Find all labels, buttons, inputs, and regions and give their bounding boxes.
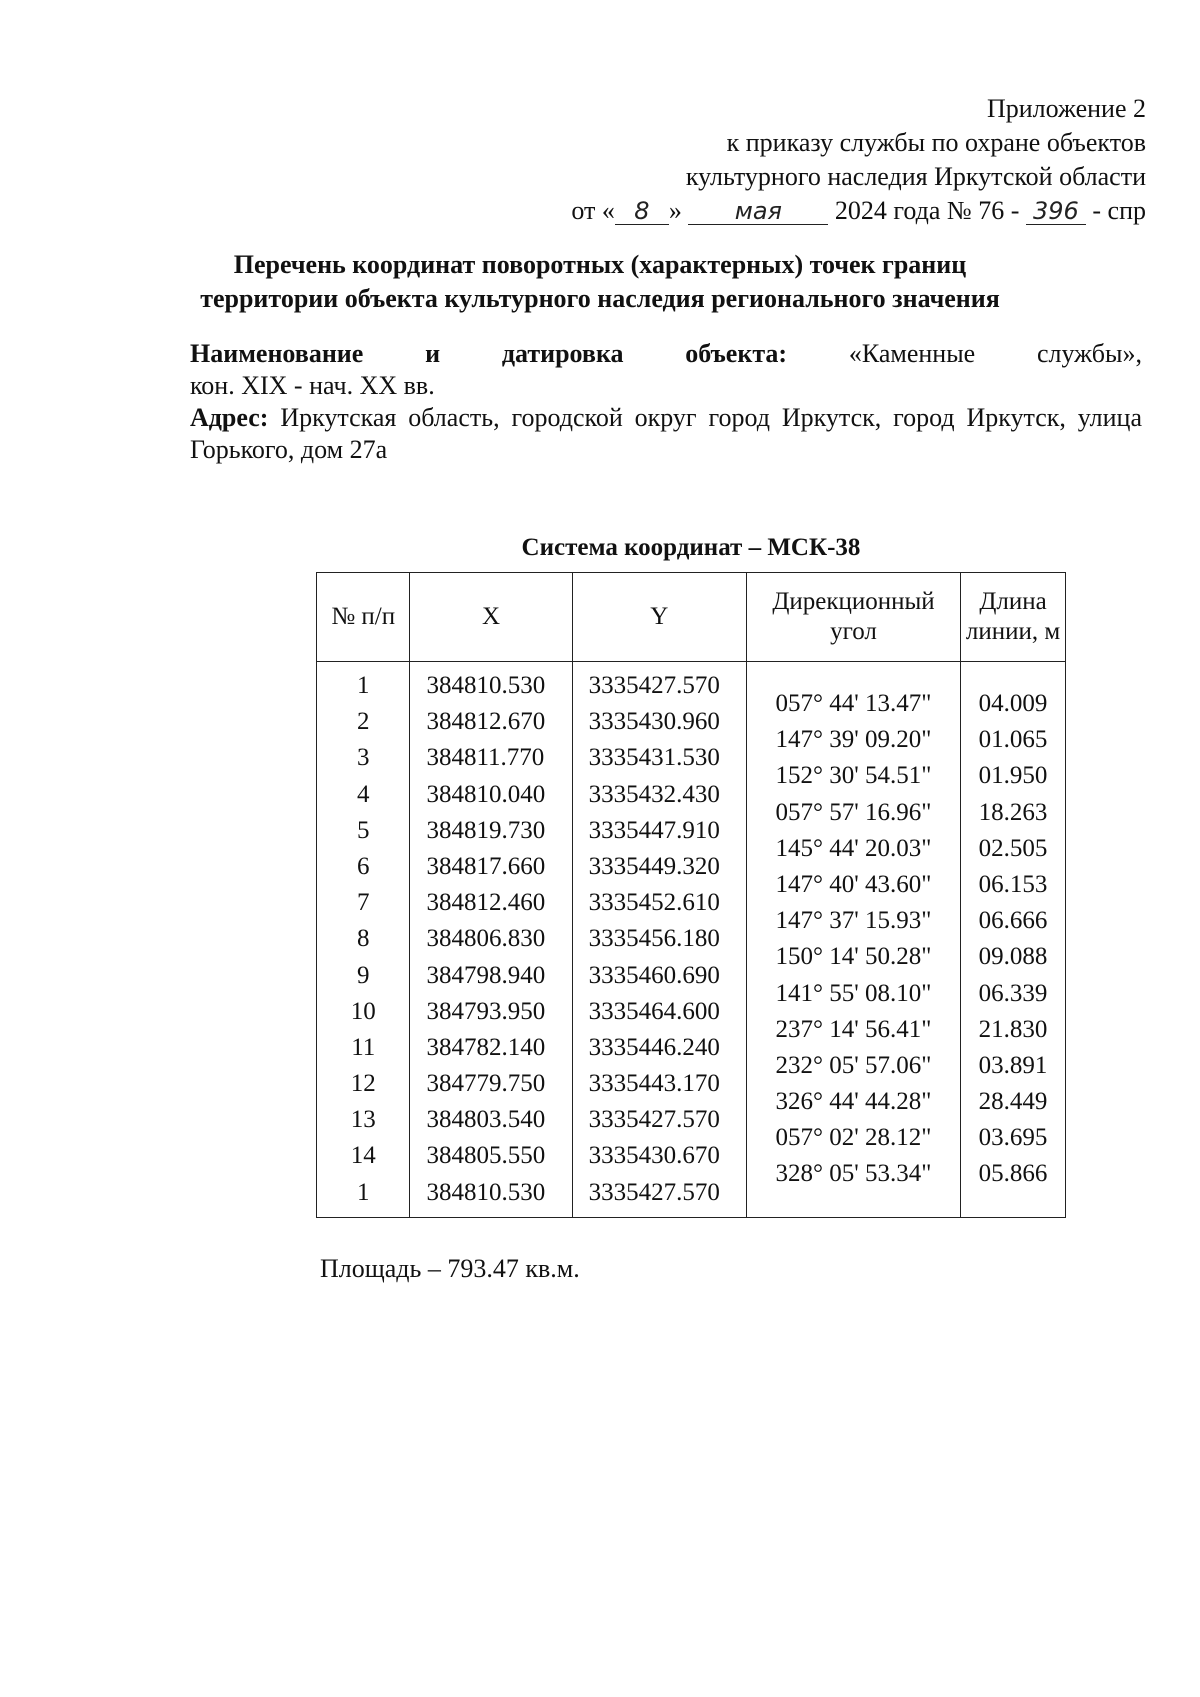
x-coordinate: 384779.750	[426, 1070, 546, 1098]
header-line-length: Длина линии, м	[961, 573, 1066, 662]
header-direction-angle: Дирекционный угол	[746, 573, 960, 662]
line-length: 01.950	[978, 762, 1048, 790]
handwritten-day: 8	[615, 198, 669, 225]
header-x: X	[410, 573, 572, 662]
address-value: Иркутская область, городской округ город Иркутск, город Иркутск, улица Горького, дом 27а	[190, 403, 1142, 464]
address-block	[190, 402, 1142, 466]
y-coordinate: 3335456.180	[588, 925, 720, 953]
table-header-row	[317, 573, 1066, 662]
y-cell	[572, 662, 746, 1218]
line-length: 09.088	[978, 943, 1048, 971]
y-coordinate: 3335460.690	[588, 961, 720, 989]
point-number: 6	[356, 852, 370, 880]
order-reference: к приказу службы по охране объектов	[726, 128, 1146, 157]
appendix-title: Приложение 2	[986, 94, 1146, 123]
point-number-list	[317, 662, 409, 1217]
x-coordinate: 384810.530	[426, 672, 546, 699]
y-coordinate: 3335449.320	[588, 852, 720, 880]
line-length: 28.449	[978, 1088, 1048, 1116]
object-name-line	[190, 338, 1142, 370]
point-number: 4	[356, 780, 370, 808]
y-coordinate: 3335430.960	[588, 708, 720, 736]
angle-cell	[746, 662, 960, 1218]
direction-angle: 147° 37' 15.93"	[775, 907, 932, 935]
name-label-word-1: Наименование	[190, 339, 364, 368]
direction-angle: 328° 05' 53.34"	[775, 1160, 932, 1188]
direction-angle: 152° 30' 54.51"	[775, 762, 932, 790]
line-length: 06.339	[978, 979, 1048, 1007]
point-number: 12	[350, 1070, 376, 1098]
line-length-list	[961, 662, 1065, 1199]
date-prefix: от «	[571, 196, 615, 225]
coordinates-table	[316, 572, 1066, 1218]
x-coordinate: 384812.460	[426, 889, 546, 917]
title-line-1: Перечень координат поворотных (характерных) точек границ	[233, 250, 967, 279]
handwritten-number: 396	[1026, 198, 1086, 225]
x-cell	[410, 662, 572, 1218]
y-coordinate: 3335464.600	[588, 997, 720, 1025]
x-coordinate: 384803.540	[426, 1106, 546, 1134]
direction-angle: 150° 14' 50.28"	[775, 943, 932, 971]
direction-angle: 326° 44' 44.28"	[775, 1088, 932, 1116]
direction-angle: 141° 55' 08.10"	[775, 979, 932, 1007]
point-number: 7	[356, 889, 370, 917]
object-dating: кон. XIX - нач. XX вв.	[190, 371, 435, 400]
y-coordinate: 3335432.430	[588, 780, 720, 808]
header-y: Y	[572, 573, 746, 662]
y-coordinate: 3335427.570	[588, 672, 720, 699]
x-coordinate: 384806.830	[426, 925, 546, 953]
direction-angle: 237° 14' 56.41"	[775, 1015, 932, 1043]
point-number: 1	[356, 672, 370, 699]
point-number: 14	[350, 1142, 376, 1170]
handwritten-month: мая	[688, 198, 828, 225]
object-details	[190, 338, 1142, 466]
address-label: Адрес:	[190, 403, 269, 432]
line-length: 06.666	[978, 907, 1048, 935]
x-coordinate: 384782.140	[426, 1033, 546, 1061]
y-coordinate: 3335443.170	[588, 1070, 720, 1098]
number-suffix: - спр	[1092, 196, 1146, 225]
date-mid: »	[668, 196, 682, 225]
line-length: 18.263	[978, 798, 1048, 826]
y-coordinate: 3335431.530	[588, 744, 720, 772]
order-date-line	[571, 194, 1146, 228]
name-label-word-2: и	[425, 339, 441, 368]
length-cell	[961, 662, 1066, 1218]
document-title	[120, 248, 1080, 316]
line-length: 21.830	[978, 1015, 1048, 1043]
title-line-2: территории объекта культурного наследия регионального значения	[200, 284, 1000, 313]
line-length: 04.009	[978, 690, 1048, 717]
table-body-row	[317, 662, 1066, 1218]
x-coordinate: 384811.770	[426, 744, 545, 772]
name-value-word-2: службы»,	[1036, 339, 1142, 368]
y-coordinate: 3335430.670	[588, 1142, 720, 1170]
direction-angle: 147° 39' 09.20"	[775, 726, 932, 754]
line-length: 01.065	[978, 726, 1048, 754]
line-length: 03.891	[978, 1051, 1048, 1079]
direction-angle: 057° 57' 16.96"	[775, 798, 932, 826]
y-coordinate: 3335446.240	[588, 1033, 720, 1061]
name-value-word-1: «Каменные	[848, 339, 976, 368]
point-number: 9	[356, 961, 370, 989]
direction-angle-list	[747, 662, 960, 1199]
x-coordinate: 384810.040	[426, 780, 546, 808]
x-coordinate-list	[410, 662, 571, 1217]
x-coordinate: 384798.940	[426, 961, 546, 989]
x-coordinate: 384793.950	[426, 997, 546, 1025]
name-label-word-4: объекта:	[685, 339, 788, 368]
line-length: 03.695	[978, 1124, 1048, 1152]
direction-angle: 057° 02' 28.12"	[775, 1124, 932, 1152]
x-coordinate: 384817.660	[426, 852, 546, 880]
point-number: 1	[356, 1178, 370, 1206]
line-length: 02.505	[978, 834, 1048, 862]
header-number: № п/п	[317, 573, 410, 662]
y-coordinate-list	[573, 662, 746, 1217]
point-number: 5	[356, 816, 370, 844]
line-length: 05.866	[978, 1160, 1048, 1188]
x-coordinate: 384805.550	[426, 1142, 546, 1170]
y-coordinate: 3335447.910	[588, 816, 720, 844]
point-number: 13	[350, 1106, 376, 1134]
y-coordinate: 3335452.610	[588, 889, 720, 917]
point-number: 2	[356, 708, 370, 736]
direction-angle: 145° 44' 20.03"	[775, 834, 932, 862]
line-length: 06.153	[978, 870, 1048, 898]
name-label-word-3: датировка	[501, 339, 624, 368]
agency-name: культурного наследия Иркутской области	[685, 162, 1146, 191]
direction-angle: 147° 40' 43.60"	[775, 870, 932, 898]
area-text: Площадь – 793.47 кв.м.	[320, 1254, 580, 1283]
direction-angle: 057° 44' 13.47"	[775, 690, 932, 717]
point-number: 10	[350, 997, 376, 1025]
y-coordinate: 3335427.570	[588, 1106, 720, 1134]
x-coordinate: 384812.670	[426, 708, 546, 736]
appendix-header	[571, 92, 1146, 228]
y-coordinate: 3335427.570	[588, 1178, 720, 1206]
x-coordinate: 384810.530	[426, 1178, 546, 1206]
coordinate-system-title: Система координат – МСК-38	[521, 534, 861, 561]
point-number: 11	[351, 1033, 376, 1061]
direction-angle: 232° 05' 57.06"	[775, 1051, 932, 1079]
year-and-number: 2024 года № 76 -	[834, 196, 1020, 225]
point-number: 3	[356, 744, 370, 772]
x-coordinate: 384819.730	[426, 816, 546, 844]
point-number: 8	[356, 925, 370, 953]
number-cell	[317, 662, 410, 1218]
